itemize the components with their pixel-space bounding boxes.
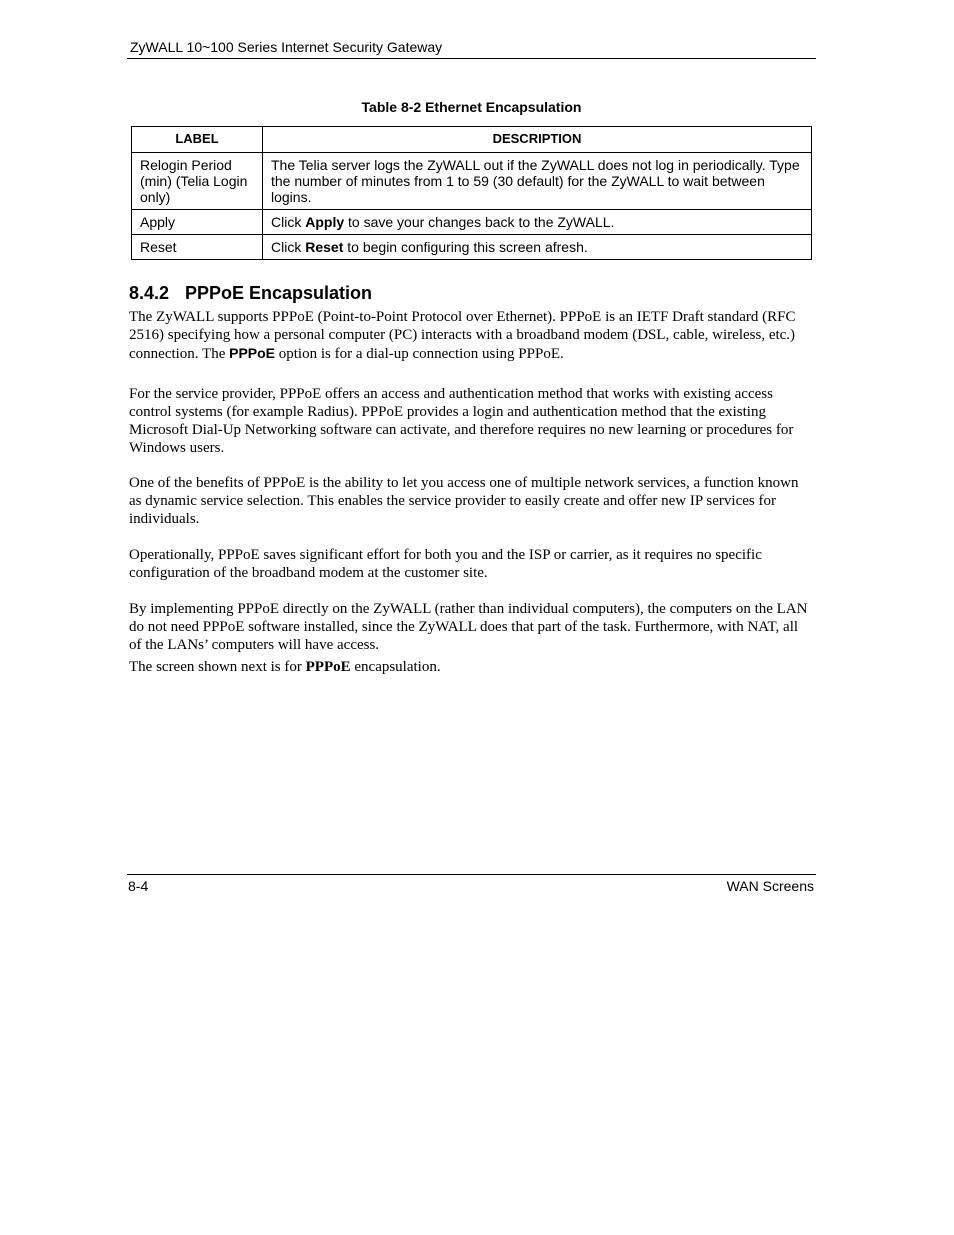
desc-text: to save your changes back to the ZyWALL. — [344, 214, 615, 230]
desc-text: Click — [271, 214, 306, 230]
paragraph-intro — [129, 308, 814, 363]
desc-text: Click — [271, 239, 306, 255]
paragraph-text: encapsulation. — [350, 659, 441, 675]
desc-text: to begin configuring this screen afresh. — [343, 239, 588, 255]
paragraph-text: Operationally, PPPoE saves significant effort for both you and the ISP or carrier, as it requires no specific configuration of the broadband modem at the customer site. — [129, 547, 762, 581]
ethernet-encapsulation-table — [131, 126, 812, 260]
paragraph-text: For the service provider, PPPoE offers an access and authentication method that works with existing access control systems (for example Radius). PPPoE provides a login and authentication method that the existing Microsoft Dial-Up Networking software can activate, and therefore requires no new learning or procedures for Windows users. — [129, 386, 794, 456]
column-header-description: DESCRIPTION — [263, 127, 812, 153]
header-title: ZyWALL 10~100 Series Internet Security Gateway — [130, 39, 443, 55]
table-caption: Table 8-2 Ethernet Encapsulation — [361, 99, 582, 115]
page-number: 8-4 — [128, 878, 149, 894]
row-label: Apply — [132, 210, 263, 235]
table-row — [132, 235, 812, 260]
row-description: The Telia server logs the ZyWALL out if the ZyWALL does not log in periodically. Type the number of minutes from 1 to 59 (30 default) for the ZyWALL to wait between logins. — [263, 153, 812, 210]
paragraph-text: option is for a dial-up connection using PPPoE. — [275, 346, 564, 362]
row-label: Relogin Period (min) (Telia Login only) — [132, 153, 263, 210]
page-footer — [127, 874, 816, 894]
footer-section-name: WAN Screens — [726, 878, 814, 894]
column-header-label: LABEL — [132, 127, 263, 153]
desc-keyword: Reset — [305, 239, 344, 255]
section-title: PPPoE Encapsulation — [185, 283, 373, 303]
paragraph-text: By implementing PPPoE directly on the ZyWALL (rather than individual computers), the computers on the LAN do not need PPPoE software installed, since the ZyWALL does that part of the task. Furthermore, with NAT, all of the LANs’ computers will have access. — [129, 601, 808, 653]
page-header — [127, 37, 816, 59]
paragraph-text: The screen shown next is for — [129, 659, 306, 675]
row-label: Reset — [132, 235, 263, 260]
pppoe-keyword: PPPoE — [305, 659, 351, 675]
section-number: 8.4.2 — [129, 283, 170, 303]
row-description — [263, 210, 812, 235]
paragraph-text: One of the benefits of PPPoE is the ability to let you access one of multiple network services, a function known as dynamic service selection. This enables the service provider to easily create and offer new IP services for individuals. — [129, 475, 799, 527]
table-header-row — [132, 127, 812, 153]
paragraph-benefits — [129, 474, 814, 528]
pppoe-keyword: PPPoE — [229, 345, 276, 361]
row-description — [263, 235, 812, 260]
paragraph-service-provider — [129, 385, 814, 457]
desc-keyword: Apply — [305, 214, 345, 230]
section-heading — [129, 282, 372, 304]
paragraph-implementation — [129, 600, 814, 654]
table-row — [132, 210, 812, 235]
table-row — [132, 153, 812, 210]
paragraph-operational — [129, 546, 814, 582]
paragraph-text: The ZyWALL supports PPPoE (Point-to-Point Protocol over Ethernet). PPPoE is an IETF Draft standard (RFC 2516) specifying how a personal computer (PC) interacts with a broadband modem (DSL, cable, wireless, etc.) connection. The — [129, 309, 796, 362]
paragraph-screen-note — [129, 658, 814, 676]
